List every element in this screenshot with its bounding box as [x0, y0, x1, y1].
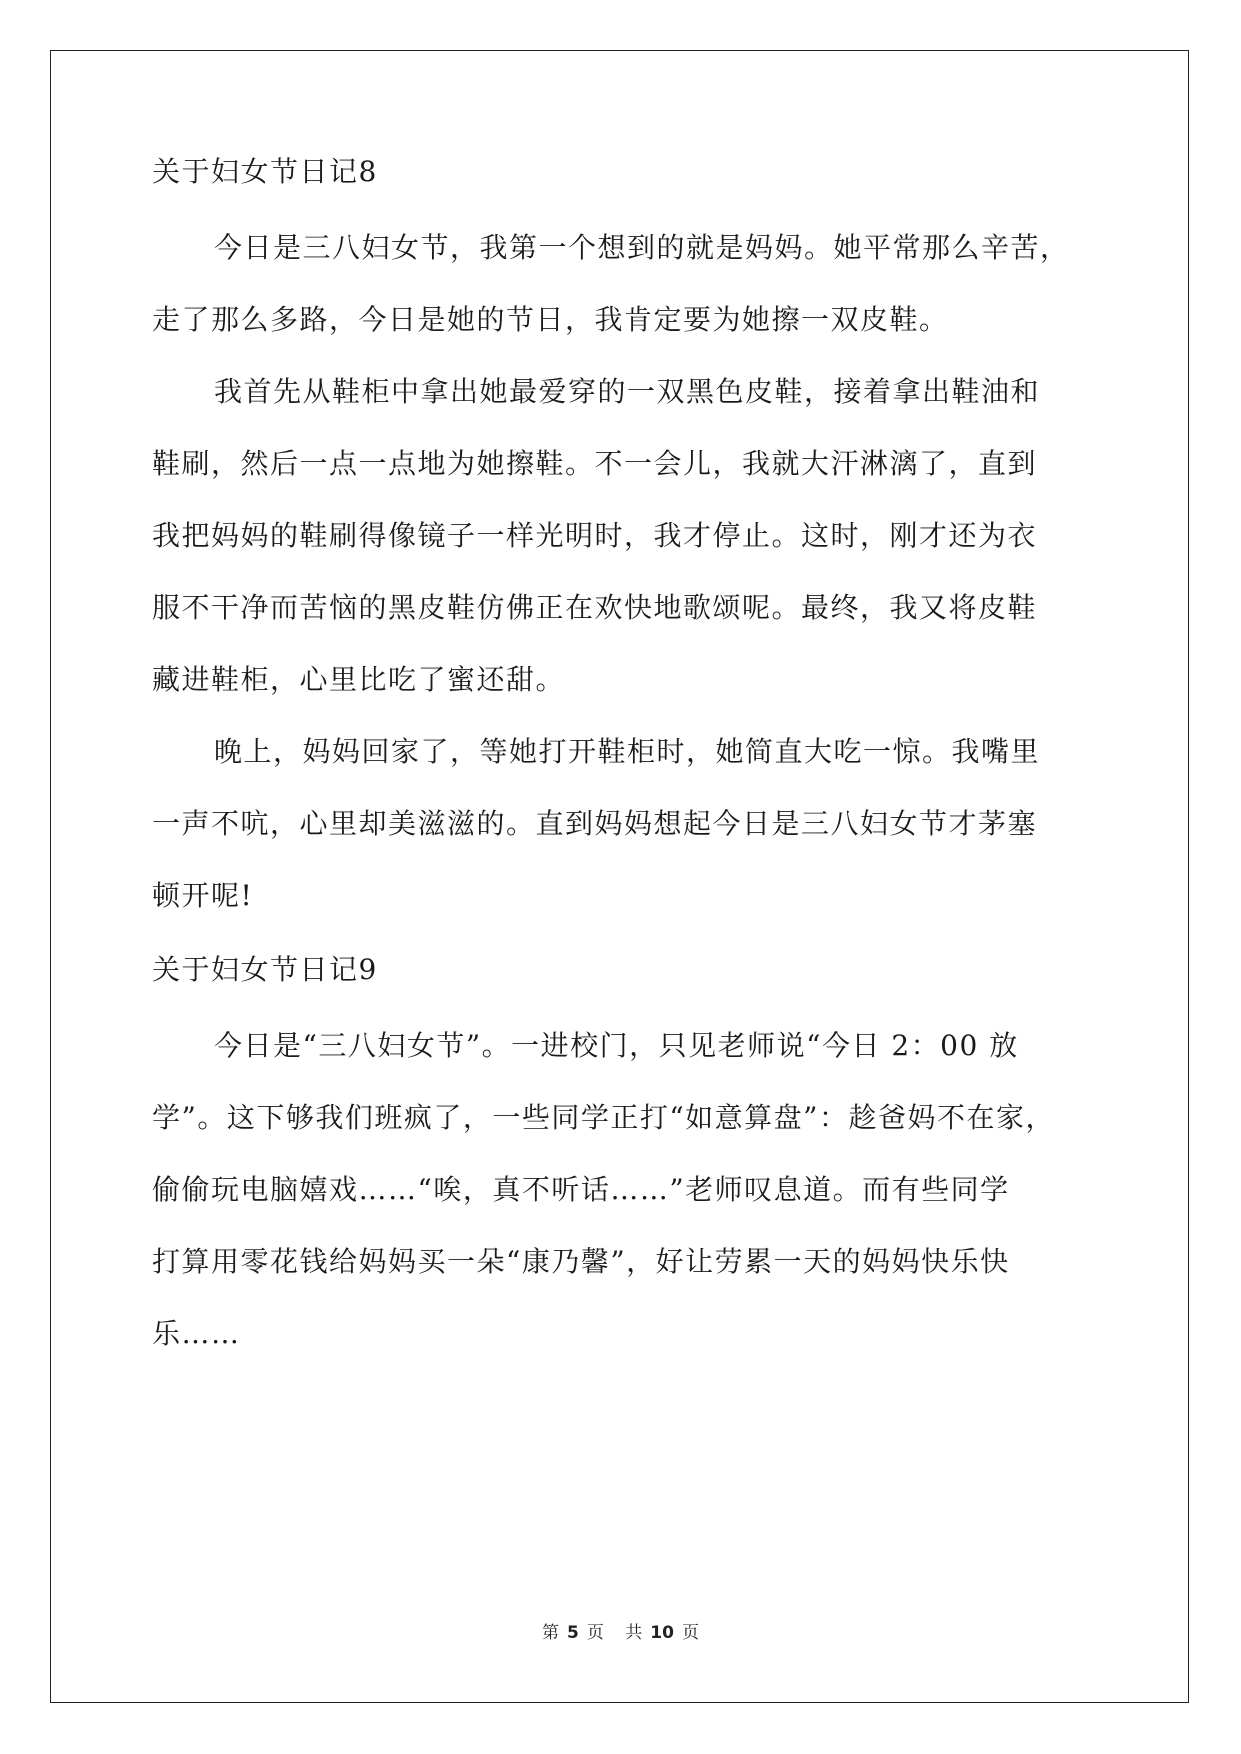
paragraph-line: 顿开呢! [152, 879, 254, 912]
paragraph-line: 一声不吭，心里却美滋滋的。直到妈妈想起今日是三八妇女节才茅塞 [152, 807, 1038, 840]
page-prefix: 第 [542, 1623, 560, 1643]
total-indicator [621, 1623, 703, 1643]
paragraph-line: 我把妈妈的鞋刷得像镜子一样光明时，我才停止。这时，刚才还为衣 [152, 519, 1038, 552]
paragraph-line: 走了那么多路，今日是她的节日，我肯定要为她擦一双皮鞋。 [152, 303, 949, 336]
paragraph-line: 乐…… [152, 1317, 241, 1350]
page-footer [0, 1618, 1241, 1643]
paragraph-line: 今日是“三八妇女节”。一进校门，只见老师说“今日 2：00 放 [214, 1029, 1019, 1062]
paragraph-line: 鞋刷，然后一点一点地为她擦鞋。不一会儿，我就大汗淋漓了，直到 [152, 447, 1038, 480]
paragraph-line: 藏进鞋柜，心里比吃了蜜还甜。 [152, 663, 566, 696]
page-indicator [538, 1623, 608, 1643]
total-suffix: 页 [681, 1623, 699, 1643]
paragraph-line: 我首先从鞋柜中拿出她最爱穿的一双黑色皮鞋，接着拿出鞋油和 [214, 375, 1041, 408]
page-suffix: 页 [586, 1623, 604, 1643]
paragraph-line: 偷偷玩电脑嬉戏……“唉，真不听话……”老师叹息道。而有些同学 [152, 1173, 1010, 1206]
paragraph-line: 打算用零花钱给妈妈买一朵“康乃馨”，好让劳累一天的妈妈快乐快 [152, 1245, 1010, 1278]
page-number: 5 [567, 1623, 579, 1643]
paragraph-line: 晚上，妈妈回家了，等她打开鞋柜时，她简直大吃一惊。我嘴里 [214, 735, 1041, 768]
paragraph-line: 服不干净而苦恼的黑皮鞋仿佛正在欢快地歌颂呢。最终，我又将皮鞋 [152, 591, 1038, 624]
paragraph-line: 学”。这下够我们班疯了，一些同学正打“如意算盘”：趁爸妈不在家， [152, 1101, 1055, 1134]
section-title: 关于妇女节日记9 [152, 953, 378, 986]
total-prefix: 共 [625, 1623, 643, 1643]
section-title: 关于妇女节日记8 [152, 155, 378, 188]
total-pages: 10 [650, 1623, 674, 1643]
paragraph-line: 今日是三八妇女节，我第一个想到的就是妈妈。她平常那么辛苦， [214, 231, 1070, 264]
page-frame [50, 50, 1189, 1703]
